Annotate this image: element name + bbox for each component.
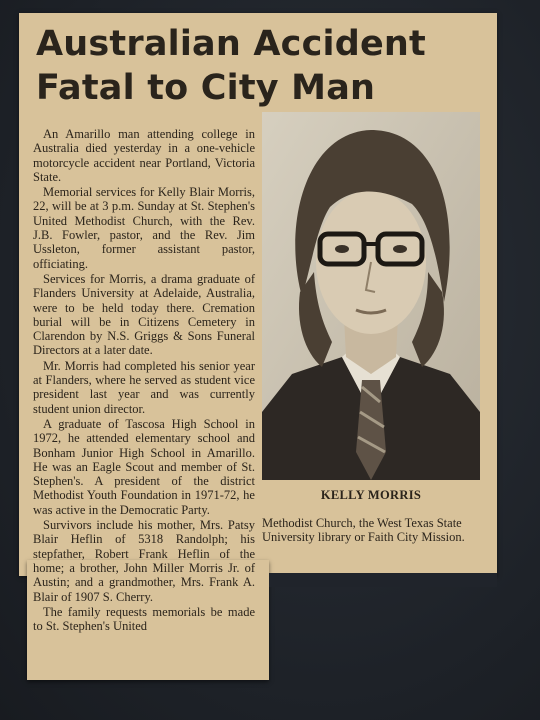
portrait-photo: [262, 112, 480, 480]
article-paragraph: Mr. Morris had completed his senior year at Flanders, where he served as student vice president last year and was currently student union director.: [33, 358, 255, 416]
headline-line-2: Fatal to City Man: [36, 68, 376, 108]
article-paragraph: An Amarillo man attending college in Australia died yesterday in a one-vehicle motorcycle accident near Portland, Victoria State.: [33, 127, 255, 184]
article-body: [33, 127, 255, 634]
headline: [36, 22, 456, 110]
article-paragraph: A graduate of Tascosa High School in 1972, he attended elementary school and Bonham Junior High School in Amarillo. He was an Eagle Scout and member of St. Stephen's. A president of the district Methodist Youth Foundation in 1971-72, he was active in the Democratic Party.: [33, 416, 255, 517]
article-paragraph: Survivors include his mother, Mrs. Patsy Blair Heflin of 5318 Randolph; his stepfather, Robert Frank Heflin of the home; a brother, John Miller Morris Jr. of Austin; and a grandmother, Mrs. Frank A. Blair of 1907 S. Cherry.: [33, 518, 255, 604]
article-paragraph: Memorial services for Kelly Blair Morris, 22, will be at 3 p.m. Sunday at St. Stephen's United Methodist Church, with the Rev. J.B. Fowler, pastor, and the Rev. Jim Ussleton, former assistant pastor, officiating.: [33, 185, 255, 271]
article-continuation: Methodist Church, the West Texas State University library or Faith City Mission.: [262, 516, 465, 545]
portrait-illustration: [262, 112, 480, 480]
article-paragraph: The family requests memorials be made to St. Stephen's United: [33, 604, 255, 634]
photo-caption: KELLY MORRIS: [320, 488, 422, 502]
article-paragraph: Services for Morris, a drama graduate of Flanders University at Adelaide, Australia, were to be held today there. Cremation burial will be in Citizens Cemetery in Clarendon by N.S. Griggs & Sons Funeral Directors at a later date.: [33, 271, 255, 358]
torn-edge: [269, 573, 497, 587]
headline-line-1: Australian Accident: [36, 24, 426, 64]
